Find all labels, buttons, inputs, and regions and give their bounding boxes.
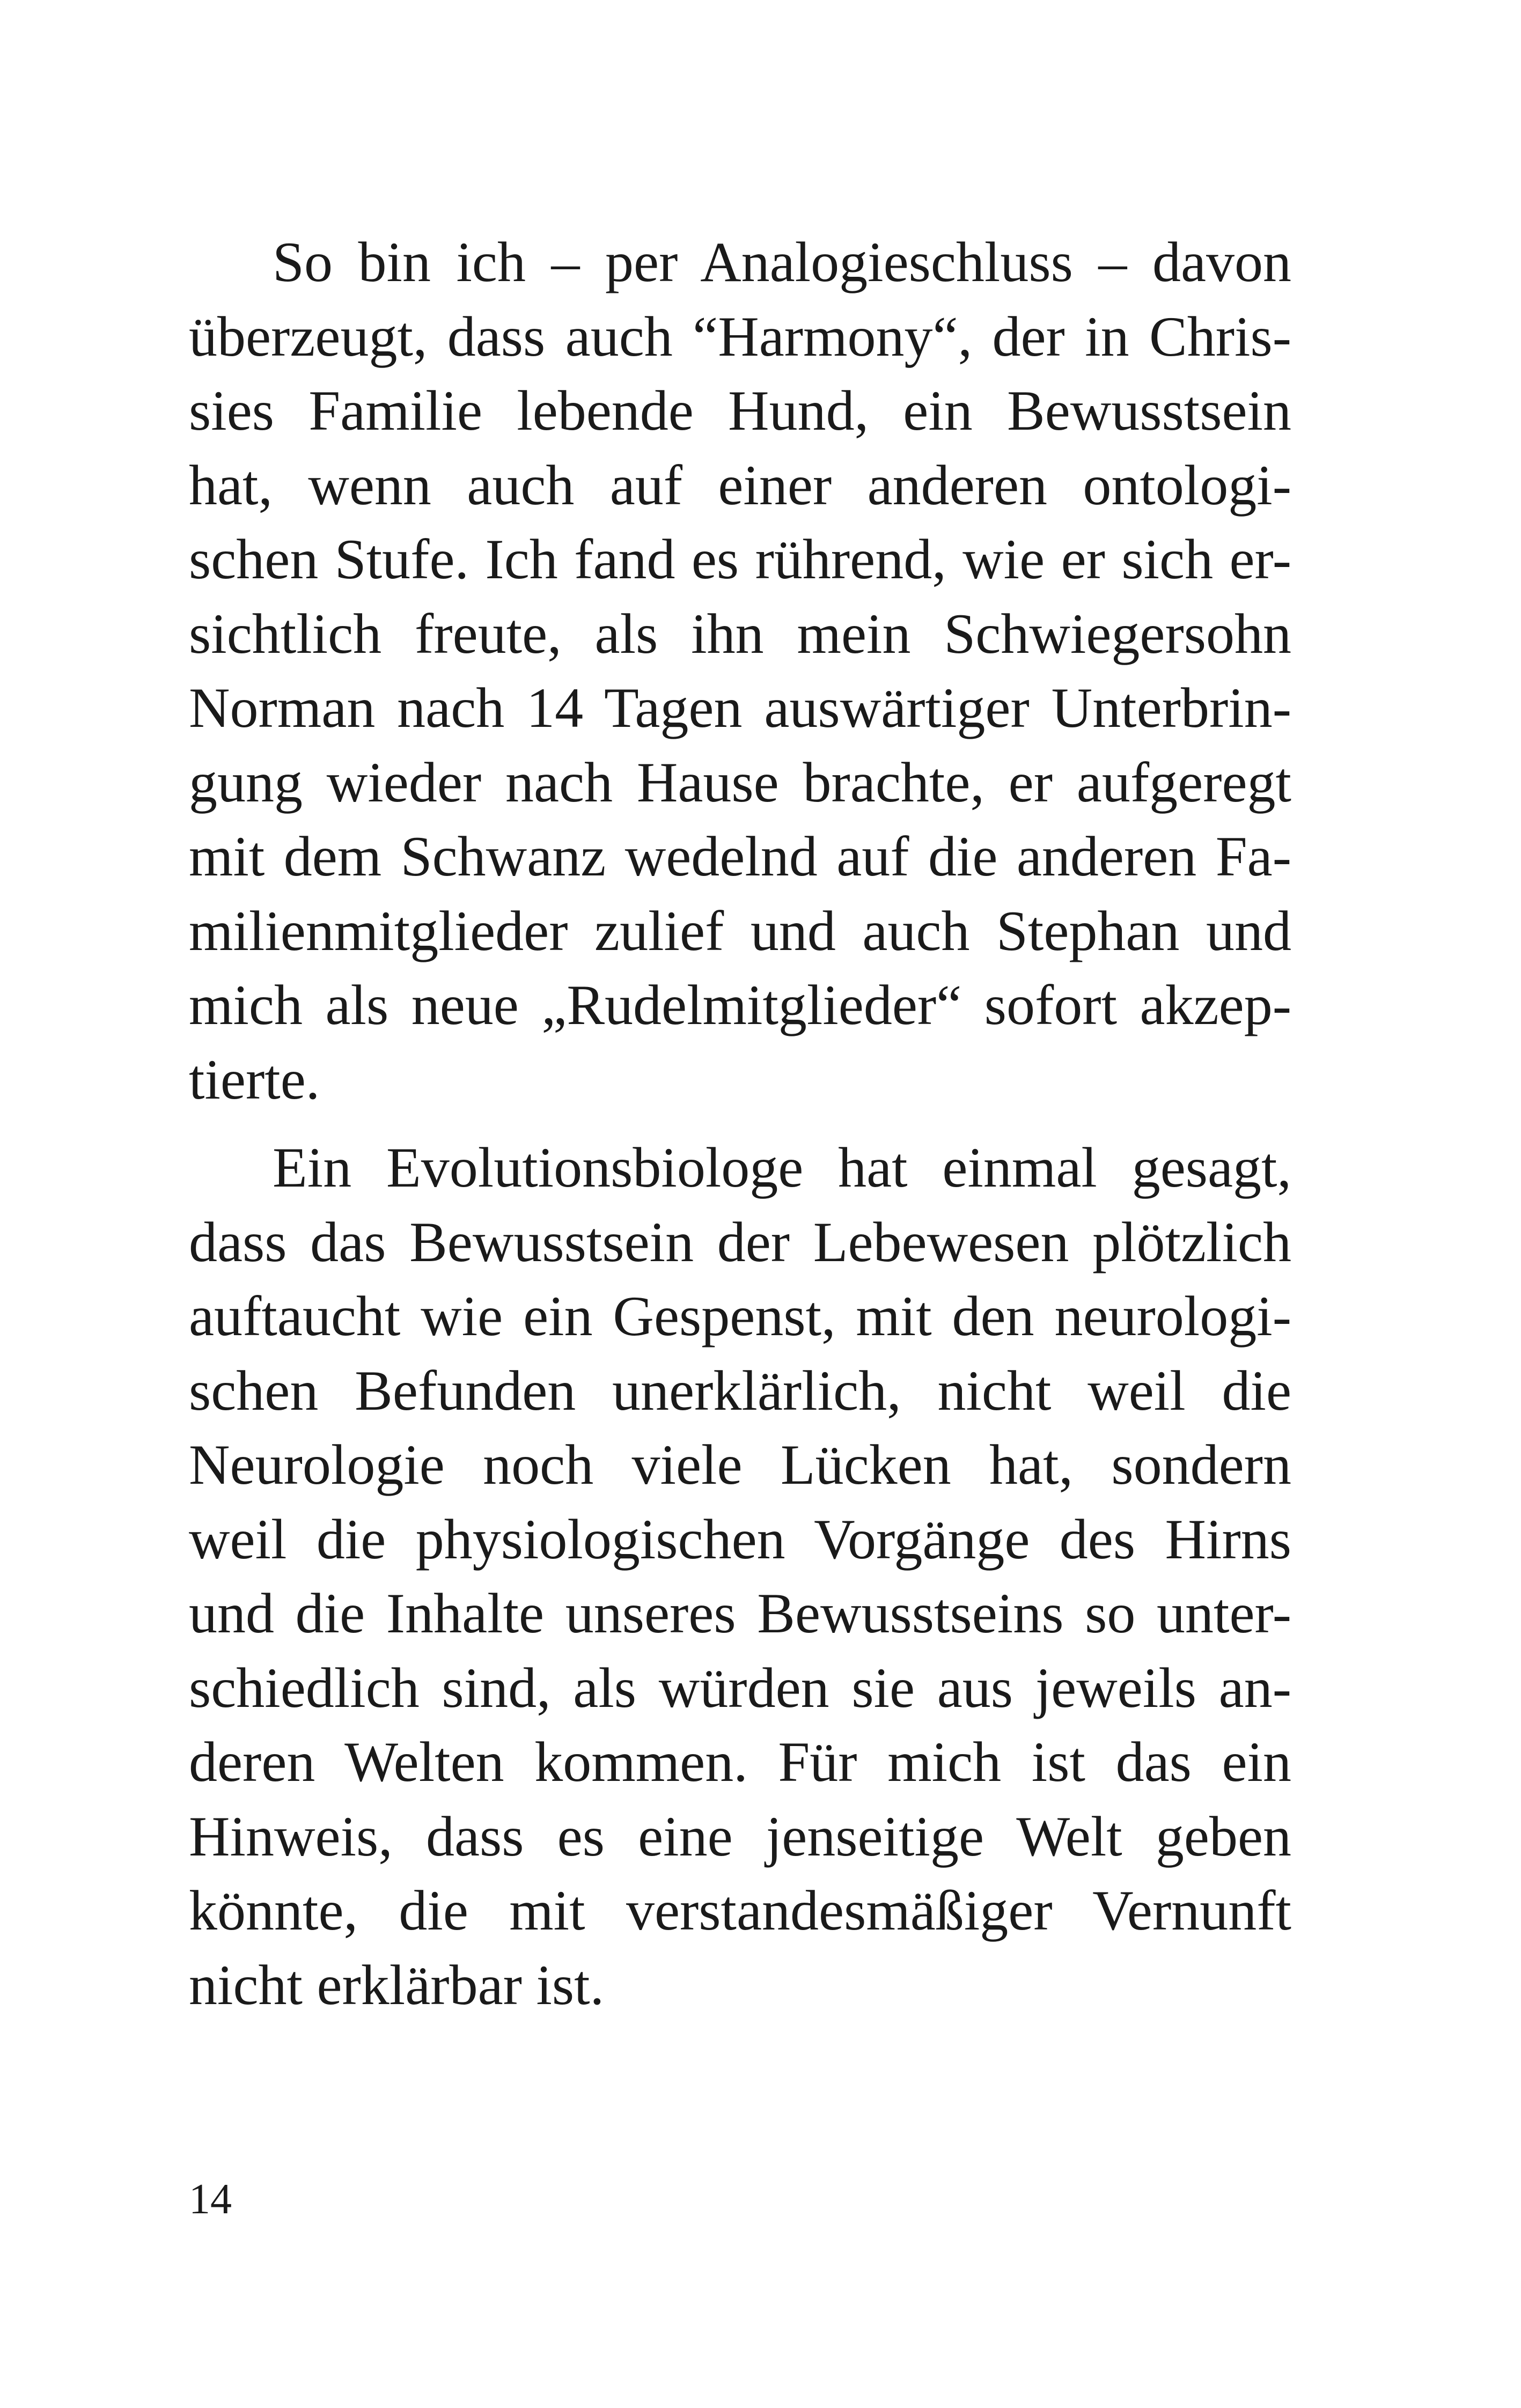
body-text	[189, 225, 1291, 2022]
text-line: mich als neue „Rudelmitglieder“ sofort akzep-	[189, 974, 1291, 1036]
text-line: Neurologie noch viele Lücken hat, sondern	[189, 1433, 1291, 1496]
text-line: sichtlich freute, als ihn mein Schwiegersohn	[189, 602, 1291, 665]
text-line: So bin ich – per Analogieschluss – davon	[273, 231, 1291, 293]
text-line: könnte, die mit verstandesmäßiger Vernunft	[189, 1879, 1291, 1942]
text-line: Norman nach 14 Tagen auswärtiger Unterbrin-	[189, 676, 1291, 739]
text-line: nicht erklärbar ist.	[189, 1953, 605, 2016]
text-line: und die Inhalte unseres Bewusstseins so unter-	[189, 1582, 1291, 1645]
text-line: dass das Bewusstsein der Lebewesen plötzlich	[189, 1210, 1291, 1273]
text-line: hat, wenn auch auf einer anderen ontologi-	[189, 453, 1291, 517]
text-line: auftaucht wie ein Gespenst, mit den neurologi-	[189, 1285, 1291, 1347]
text-line: schen Befunden unerklärlich, nicht weil die	[189, 1359, 1291, 1422]
paragraph-1	[189, 225, 1291, 1117]
paragraph-2	[189, 1131, 1291, 2022]
text-line: deren Welten kommen. Für mich ist das ein	[189, 1730, 1291, 1793]
text-line: überzeugt, dass auch “Harmony“, der in Chris-	[189, 305, 1291, 368]
text-line: milienmitglieder zulief und auch Stephan und	[189, 899, 1291, 962]
text-line: Hinweis, dass es eine jenseitige Welt geben	[189, 1805, 1291, 1868]
text-line: schen Stufe. Ich fand es rührend, wie er sich er-	[189, 528, 1291, 591]
text-line: sies Familie lebende Hund, ein Bewusstsein	[189, 379, 1291, 442]
page-number: 14	[189, 2176, 232, 2223]
text-line: gung wieder nach Hause brachte, er aufgeregt	[189, 750, 1291, 814]
text-line: weil die physiologischen Vorgänge des Hirns	[189, 1507, 1291, 1571]
text-line: Ein Evolutionsbiologe hat einmal gesagt,	[273, 1136, 1291, 1199]
text-line: tierte.	[189, 1048, 320, 1111]
text-line: schiedlich sind, als würden sie aus jeweils an-	[189, 1656, 1291, 1719]
text-line: mit dem Schwanz wedelnd auf die anderen Fa-	[189, 825, 1291, 888]
